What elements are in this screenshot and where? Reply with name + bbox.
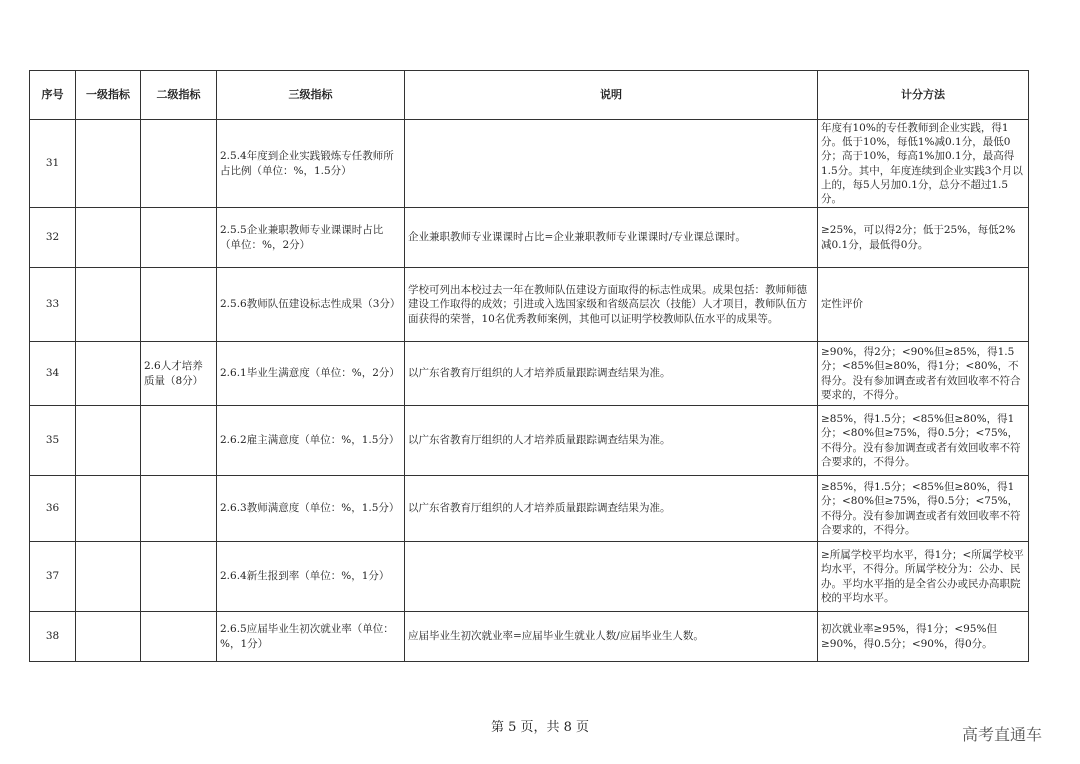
cell-level2 [141,268,217,342]
table-row [30,542,1029,612]
cell-level1 [76,268,141,342]
cell-seq: 37 [30,542,76,612]
cell-level2 [141,476,217,542]
table-row [30,342,1029,406]
cell-level1 [76,542,141,612]
cell-description: 以广东省教育厅组织的人才培养质量跟踪调查结果为准。 [405,476,818,542]
header-seq: 序号 [30,71,76,120]
header-level3: 三级指标 [217,71,405,120]
cell-description: 应届毕业生初次就业率=应届毕业生就业人数/应届毕业生人数。 [405,612,818,662]
cell-level3: 2.6.5应届毕业生初次就业率（单位：%，1分） [217,612,405,662]
cell-level3: 2.5.4年度到企业实践锻炼专任教师所占比例（单位：%，1.5分） [217,120,405,208]
cell-seq: 32 [30,208,76,268]
cell-seq: 31 [30,120,76,208]
cell-level3: 2.5.6教师队伍建设标志性成果（3分） [217,268,405,342]
cell-description: 以广东省教育厅组织的人才培养质量跟踪调查结果为准。 [405,342,818,406]
cell-scoring: ≥85%，得1.5分；<85%但≥80%，得1分；<80%但≥75%，得0.5分；<75%，不得分。没有参加调查或者有效回收率不符合要求的，不得分。 [818,476,1029,542]
cell-scoring: 初次就业率≥95%，得1分；<95%但≥90%，得0.5分；<90%，得0分。 [818,612,1029,662]
table-row [30,120,1029,208]
cell-description: 以广东省教育厅组织的人才培养质量跟踪调查结果为准。 [405,406,818,476]
cell-description: 学校可列出本校过去一年在教师队伍建设方面取得的标志性成果。成果包括：教师师德建设工作取得的成效；引进或入选国家级和省级高层次（技能）人才项目，教师队伍方面获得的荣誉，10名优秀教师案例，其他可以证明学校教师队伍水平的成果等。 [405,268,818,342]
cell-seq: 38 [30,612,76,662]
header-description: 说明 [405,71,818,120]
indicator-table [29,70,1029,662]
cell-level2 [141,406,217,476]
cell-seq: 36 [30,476,76,542]
cell-scoring: ≥85%，得1.5分；<85%但≥80%，得1分；<80%但≥75%，得0.5分；<75%，不得分。没有参加调查或者有效回收率不符合要求的，不得分。 [818,406,1029,476]
cell-level3: 2.6.4新生报到率（单位：%，1分） [217,542,405,612]
table-row [30,208,1029,268]
cell-level3: 2.5.5企业兼职教师专业课课时占比（单位：%，2分） [217,208,405,268]
watermark-text: 高考直通车 [962,725,1043,744]
header-scoring: 计分方法 [818,71,1029,120]
table-row [30,476,1029,542]
page-number: 第 5 页，共 8 页 [490,720,590,735]
cell-level1 [76,120,141,208]
cell-level1 [76,208,141,268]
cell-description: 企业兼职教师专业课课时占比=企业兼职教师专业课课时/专业课总课时。 [405,208,818,268]
cell-scoring: ≥25%，可以得2分；低于25%，每低2%减0.1分，最低得0分。 [818,208,1029,268]
cell-scoring: 定性评价 [818,268,1029,342]
cell-level3: 2.6.2雇主满意度（单位：%，1.5分） [217,406,405,476]
cell-level2 [141,542,217,612]
cell-scoring: ≥90%，得2分；<90%但≥85%，得1.5分；<85%但≥80%，得1分；<80%，不得分。没有参加调查或者有效回收率不符合要求的，不得分。 [818,342,1029,406]
cell-level1 [76,476,141,542]
cell-level2: 2.6人才培养质量（8分） [141,342,217,406]
table-row [30,268,1029,342]
cell-scoring: 年度有10%的专任教师到企业实践，得1分。低于10%，每低1%减0.1分，最低0分；高于10%，每高1%加0.1分，最高得1.5分。其中，年度连续到企业实践3个月以上的，每5人另加0.1分，总分不超过1.5分。 [818,120,1029,208]
cell-level2 [141,612,217,662]
cell-level2 [141,208,217,268]
cell-description [405,542,818,612]
cell-seq: 34 [30,342,76,406]
cell-seq: 33 [30,268,76,342]
cell-level2 [141,120,217,208]
header-level2: 二级指标 [141,71,217,120]
cell-level1 [76,342,141,406]
cell-level3: 2.6.3教师满意度（单位：%，1.5分） [217,476,405,542]
cell-description [405,120,818,208]
cell-level1 [76,612,141,662]
cell-scoring: ≥所属学校平均水平，得1分；<所属学校平均水平，不得分。所属学校分为：公办、民办。平均水平指的是全省公办或民办高职院校的平均水平。 [818,542,1029,612]
cell-level3: 2.6.1毕业生满意度（单位：%，2分） [217,342,405,406]
cell-level1 [76,406,141,476]
table-header-row [30,71,1029,120]
header-level1: 一级指标 [76,71,141,120]
table-row [30,406,1029,476]
cell-seq: 35 [30,406,76,476]
table-row [30,612,1029,662]
